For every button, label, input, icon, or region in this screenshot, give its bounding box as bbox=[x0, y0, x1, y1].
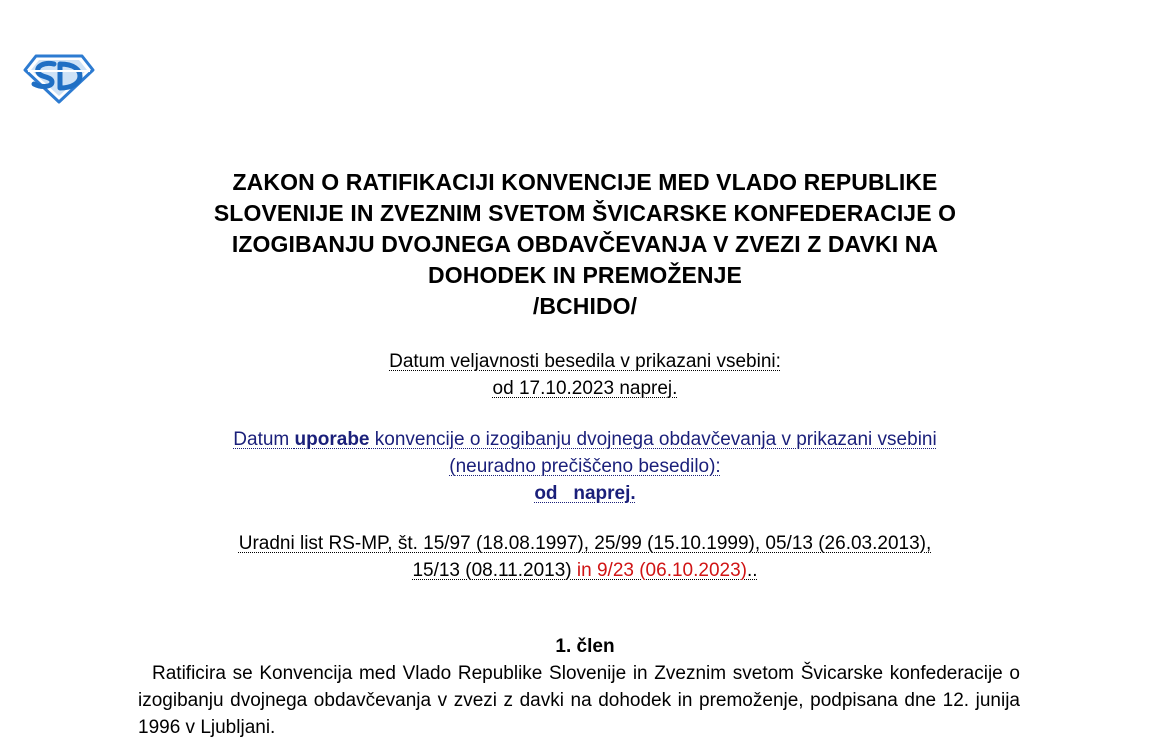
article-heading: 1. člen bbox=[555, 636, 615, 657]
gazette-section bbox=[120, 530, 1050, 584]
title-line-4: DOHODEK IN PREMOŽENJE bbox=[428, 262, 742, 288]
gazette-line-2 bbox=[412, 560, 757, 581]
validity-label: Datum veljavnosti besedila v prikazani vsebini: bbox=[389, 351, 781, 372]
gazette-line-2-end: .. bbox=[746, 560, 758, 581]
usage-suffix: konvencije o izogibanju dvojnega obdavčevanja v prikazani vsebini bbox=[369, 429, 937, 450]
article-text: Ratificira se Konvencija med Vlado Republike Slovenije in Zveznim svetom Švicarske konfederacije o izogibanju dvojnega obdavčevanja v zvezi z davki na dohodek in premoženje, podpisana dne 12. junija 1996 v Ljubljani. bbox=[138, 663, 1020, 738]
validity-value: od 17.10.2023 naprej. bbox=[492, 378, 678, 399]
validity-section bbox=[120, 348, 1050, 402]
usage-section bbox=[120, 426, 1050, 507]
usage-label bbox=[233, 429, 936, 450]
usage-note: (neuradno prečiščeno besedilo): bbox=[449, 456, 721, 477]
article-body bbox=[138, 660, 1020, 741]
title-line-1: ZAKON O RATIFIKACIJI KONVENCIJE MED VLADO REPUBLIKE bbox=[232, 169, 938, 195]
gazette-line-2-text: 15/13 (08.11.2013) bbox=[412, 560, 577, 581]
title-abbreviation: /BCHIDO/ bbox=[532, 293, 638, 319]
usage-value: od naprej. bbox=[534, 483, 636, 504]
usage-bold-word: uporabe bbox=[294, 429, 370, 450]
sd-shield-logo-icon bbox=[22, 50, 96, 104]
usage-prefix: Datum bbox=[233, 429, 295, 450]
gazette-line-1: Uradni list RS-MP, št. 15/97 (18.08.1997), 25/99 (15.10.1999), 05/13 (26.03.2013), bbox=[238, 533, 932, 554]
document-title bbox=[120, 167, 1050, 322]
title-line-3: IZOGIBANJU DVOJNEGA OBDAVČEVANJA V ZVEZI Z DAVKI NA bbox=[231, 231, 939, 257]
title-line-2: SLOVENIJE IN ZVEZNIM SVETOM ŠVICARSKE KONFEDERACIJE O bbox=[213, 200, 957, 226]
gazette-latest-amendment: in 9/23 (06.10.2023) bbox=[576, 560, 747, 581]
